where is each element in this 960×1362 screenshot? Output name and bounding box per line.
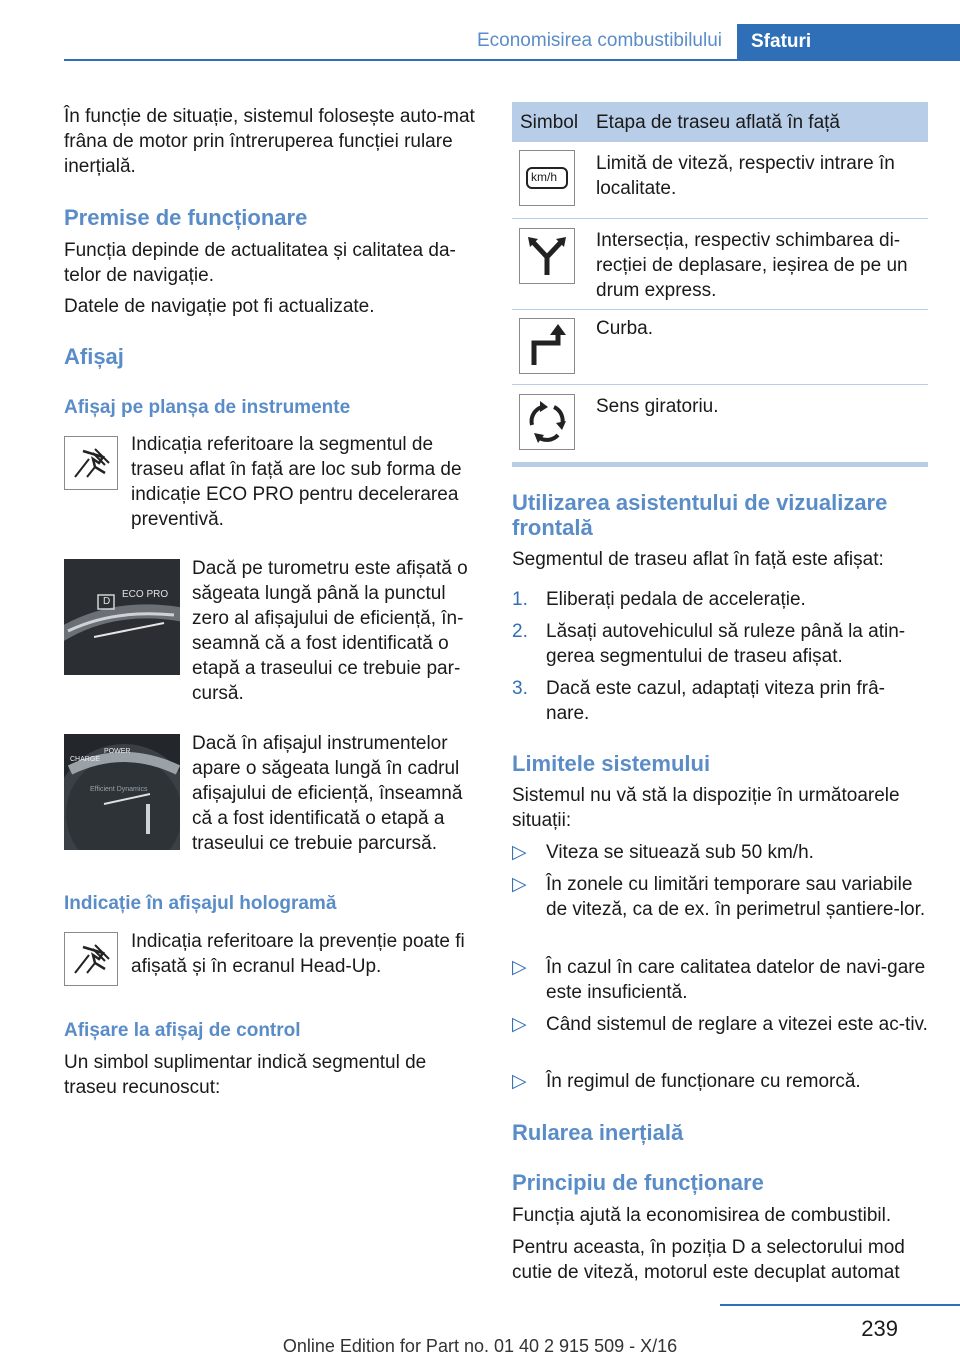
running-header-section: Economisirea combustibilului <box>477 30 722 51</box>
table-row-text-intersection: Intersecția, respectiv schimbarea di-recției de deplasare, ieșirea de pe un drum express. <box>596 230 908 301</box>
control-paragraph: Un simbol suplimentar indică segmentul de traseu recunoscut: <box>64 1052 427 1098</box>
principiu-paragraph-1: Funcția ajută la economisirea de combustibil. <box>512 1205 892 1226</box>
head-up-deceleration-icon <box>64 932 118 986</box>
section-rule <box>512 462 928 467</box>
step-number: 1. <box>512 589 528 610</box>
instrumente-paragraph: Dacă în afișajul instrumentelor apare o săgeata lungă în cadrul afișajului de eficiență, înseamnă că a fost identificată o etapă a traseului ce trebuie parcursă. <box>192 733 463 854</box>
bullet-triangle-icon: ▷ <box>512 957 527 978</box>
premise-paragraph-1: Funcția depinde de actualitatea și calitatea da-telor de navigație. <box>64 240 456 286</box>
principiu-paragraph-2: Pentru aceasta, în poziția D a selectorului mod cutie de viteză, motorul este decuplat automat <box>512 1237 905 1283</box>
bullet-triangle-icon: ▷ <box>512 874 527 895</box>
limit-text: În regimul de funcționare cu remorcă. <box>546 1071 861 1092</box>
control-heading: Afișare la afișaj de control <box>64 1020 301 1041</box>
roundabout-icon <box>519 394 575 450</box>
table-row-divider <box>512 309 928 310</box>
eco-pro-deceleration-icon <box>64 436 118 490</box>
table-row-text-roundabout: Sens giratoriu. <box>596 396 719 417</box>
afisaj-heading: Afișaj <box>64 344 124 369</box>
bullet-triangle-icon: ▷ <box>512 1014 527 1035</box>
page-number: 239 <box>861 1316 898 1341</box>
holograma-heading: Indicație în afișajul hologramă <box>64 893 337 914</box>
intro-paragraph: În funcție de situație, sistemul folosește auto-mat frâna de motor prin întreruperea funcției rulare inerțială. <box>64 106 475 177</box>
plansa-heading: Afișaj pe planșa de instrumente <box>64 397 351 418</box>
footer-rule <box>720 1304 960 1306</box>
premise-paragraph-2: Datele de navigație pot fi actualizate. <box>64 296 375 317</box>
efficient-dynamics-label: Efficient Dynamics <box>90 786 148 793</box>
holograma-paragraph: Indicația referitoare la prevenție poate fi afișată și în ecranul Head-Up. <box>131 931 465 977</box>
limit-text: În zonele cu limitări temporare sau variabile de viteză, ca de ex. în perimetrul șantiere-lor. <box>546 874 926 920</box>
turometru-paragraph: Dacă pe turometru este afișată o săgeata lungă până la punctul zero al afișajului de eficiență, în-seamnă că a fost identificată o etapă a traseului ce trebuie par-cursă. <box>192 558 468 704</box>
running-header-tab: Sfaturi <box>737 24 960 61</box>
table-row-text-speed: Limită de viteză, respectiv intrare în localitate. <box>596 153 895 199</box>
premise-heading: Premise de funcționare <box>64 205 308 230</box>
table-row-text-curve: Curba. <box>596 318 654 339</box>
col-symbol-header: Simbol <box>520 112 579 133</box>
efficiency-display-photo <box>64 734 180 850</box>
curve-icon <box>519 318 575 374</box>
tachometer-eco-pro-photo <box>64 559 180 675</box>
intersection-icon <box>519 228 575 284</box>
edition-footer: Online Edition for Part no. 01 40 2 915 509 - X/16 <box>282 1336 678 1356</box>
step-number: 2. <box>512 621 528 642</box>
bullet-triangle-icon: ▷ <box>512 1071 527 1092</box>
col-stage-header: Etapa de traseu aflată în față <box>596 112 841 133</box>
speed-limit-icon-text: km/h <box>531 170 558 184</box>
table-row-divider <box>512 218 928 219</box>
limits-heading: Limitele sistemului <box>512 751 711 776</box>
table-row-divider <box>512 384 928 385</box>
plansa-paragraph <box>131 432 481 532</box>
plansa-text: Indicația referitoare la segmentul de traseu aflat în față are loc sub forma de indicație ECO PRO pentru decelerarea preventivă. <box>131 434 462 530</box>
limit-text: Viteza se situează sub 50 km/h. <box>546 842 814 863</box>
charge-label: CHARGE <box>70 756 100 763</box>
hud-heading: Utilizarea asistentului de vizualizare frontală <box>512 490 888 540</box>
limits-intro: Sistemul nu vă stă la dispoziție în următoarele situații: <box>512 785 900 831</box>
hud-intro: Segmentul de traseu aflat în față este afișat: <box>512 549 884 570</box>
step-text: Eliberați pedala de accelerație. <box>546 589 806 610</box>
header-rule <box>64 59 960 61</box>
step-text: Lăsați autovehiculul să ruleze până la atin-gerea segmentului de traseu afișat. <box>546 621 906 667</box>
power-label: POWER <box>104 748 131 755</box>
gear-indicator: D <box>103 596 111 607</box>
step-text: Dacă este cazul, adaptați viteza prin frâ-nare. <box>546 678 886 724</box>
eco-pro-label: ECO PRO <box>122 589 169 600</box>
symbol-table-header <box>512 102 928 142</box>
rulare-heading: Rularea inerțială <box>512 1120 684 1145</box>
bullet-triangle-icon: ▷ <box>512 842 527 863</box>
principiu-heading: Principiu de funcționare <box>512 1170 764 1195</box>
step-number: 3. <box>512 678 528 699</box>
limit-text: Când sistemul de reglare a vitezei este ac-tiv. <box>546 1014 928 1035</box>
limit-text: În cazul în care calitatea datelor de navi-gare este insuficientă. <box>546 957 926 1003</box>
speed-limit-icon <box>519 150 575 206</box>
